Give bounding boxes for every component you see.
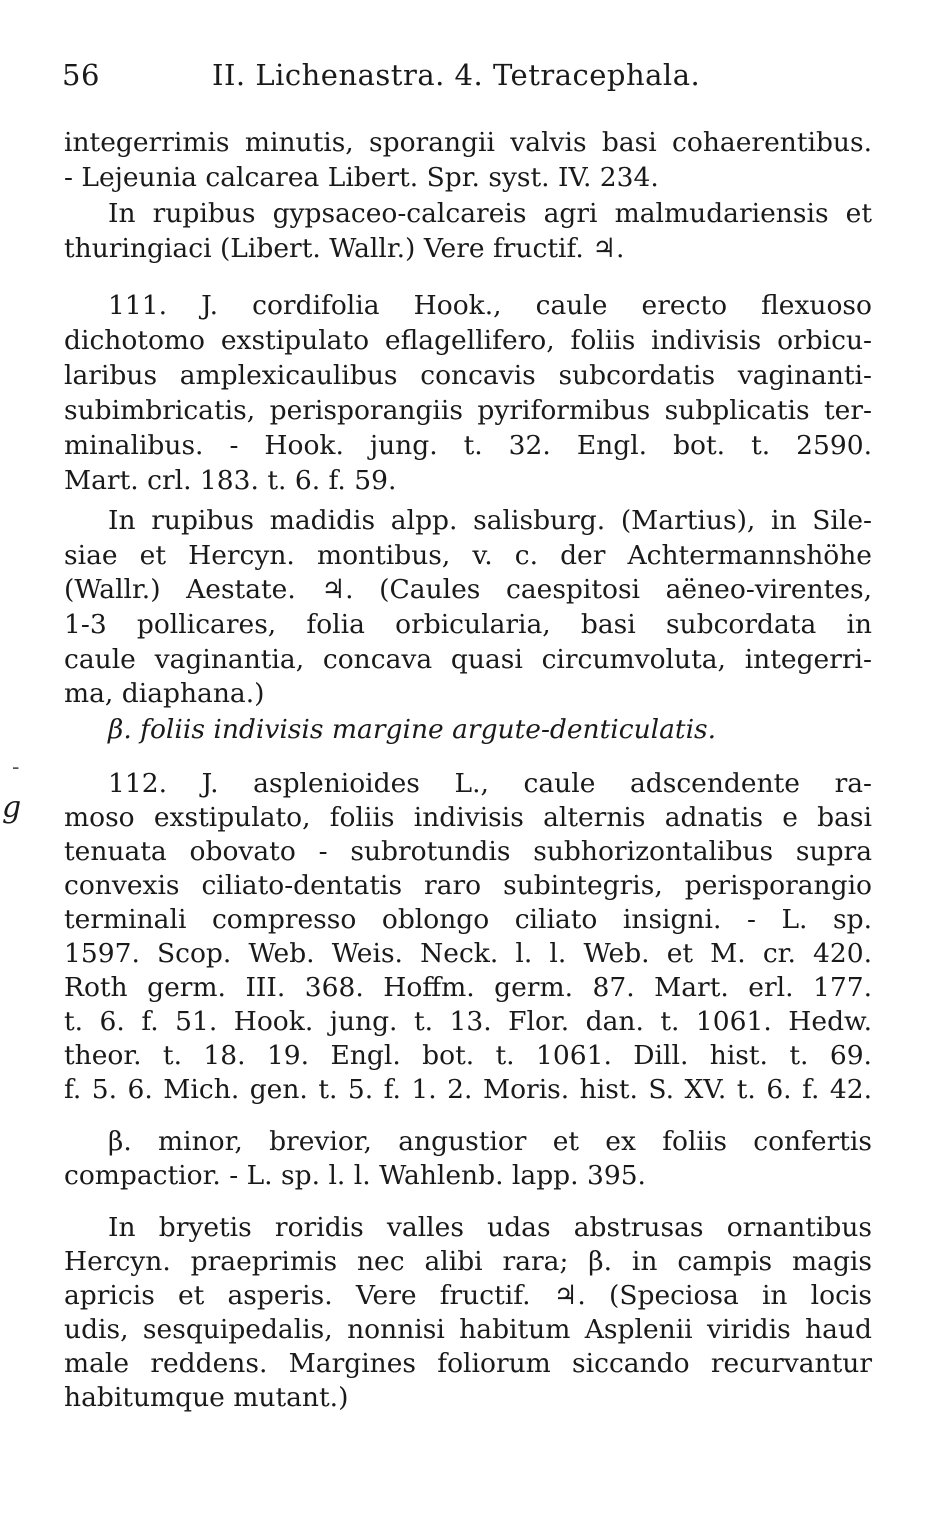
text-line: udis, sesquipedalis, nonnisi habitum Asplenii viridis haud	[64, 1314, 872, 1345]
variety-beta-line: β. minor, brevior, angustior et ex foliis confertis	[108, 1126, 872, 1157]
text-line: subimbricatis, perisporangiis pyriformibus subplicatis ter-	[64, 395, 872, 426]
text-line: moso exstipulato, foliis indivisis alternis adnatis e basi	[64, 802, 872, 833]
species-entry-heading: 111. J. cordifolia Hook., caule erecto flexuoso	[108, 290, 872, 321]
text-line: Mart. crl. 183. t. 6. f. 59.	[64, 465, 397, 496]
text-line: In rupibus madidis alpp. salisburg. (Martius), in Sile-	[108, 505, 872, 536]
text-line: thuringiaci (Libert. Wallr.) Vere fructif. ♃.	[64, 233, 625, 264]
running-header	[62, 58, 882, 92]
text-line: f. 5. 6. Mich. gen. t. 5. f. 1. 2. Moris. hist. S. XV. t. 6. f. 42.	[64, 1074, 872, 1105]
text-line: tenuata obovato - subrotundis subhorizontalibus supra	[64, 836, 872, 867]
text-line: In rupibus gypsaceo-calcareis agri malmudariensis et	[108, 198, 872, 229]
variety-beta-line: β. foliis indivisis margine argute-denticulatis.	[108, 714, 717, 745]
text-line: caule vaginantia, concava quasi circumvoluta, integerri-	[64, 644, 872, 675]
text-line: convexis ciliato-dentatis raro subintegris, perisporangio	[64, 870, 872, 901]
text-line: ma, diaphana.)	[64, 678, 265, 709]
text-line: male reddens. Margines foliorum siccando recurvantur	[64, 1348, 872, 1379]
text-line: compactior. - L. sp. l. l. Wahlenb. lapp. 395.	[64, 1160, 646, 1191]
species-entry-heading: 112. J. asplenioides L., caule adscendente ra-	[108, 768, 872, 799]
text-line: dichotomo exstipulato eflagellifero, foliis indivisis orbicu-	[64, 325, 872, 356]
text-line: theor. t. 18. 19. Engl. bot. t. 1061. Dill. hist. t. 69.	[64, 1040, 872, 1071]
text-line: habitumque mutant.)	[64, 1382, 349, 1413]
page-number: 56	[62, 58, 100, 92]
text-line: apricis et asperis. Vere fructif. ♃. (Speciosa in locis	[64, 1280, 872, 1311]
text-line: In bryetis roridis valles udas abstrusas ornantibus	[108, 1212, 872, 1243]
text-line: minalibus. - Hook. jung. t. 32. Engl. bot. t. 2590.	[64, 430, 872, 461]
text-line: laribus amplexicaulibus concavis subcordatis vaginanti-	[64, 360, 872, 391]
text-line: Hercyn. praeprimis nec alibi rara; β. in campis magis	[64, 1246, 872, 1277]
text-line: siae et Hercyn. montibus, v. c. der Achtermannshöhe	[64, 540, 872, 571]
margin-handwritten-mark: g	[2, 790, 22, 825]
text-line: (Wallr.) Aestate. ♃. (Caules caespitosi aëneo-virentes,	[64, 574, 872, 605]
text-line: 1597. Scop. Web. Weis. Neck. l. l. Web. et M. cr. 420.	[64, 938, 872, 969]
running-title: II. Lichenastra. 4. Tetracephala.	[212, 58, 701, 92]
margin-dash: -	[12, 755, 20, 780]
text-line: terminali compresso oblongo ciliato insigni. - L. sp.	[64, 904, 872, 935]
text-line: Roth germ. III. 368. Hoffm. germ. 87. Mart. erl. 177.	[64, 972, 872, 1003]
text-line: - Lejeunia calcarea Libert. Spr. syst. IV. 234.	[64, 162, 659, 193]
text-line: t. 6. f. 51. Hook. jung. t. 13. Flor. dan. t. 1061. Hedw.	[64, 1006, 872, 1037]
text-line: integerrimis minutis, sporangii valvis basi cohaerentibus.	[64, 127, 872, 158]
text-line: 1-3 pollicares, folia orbicularia, basi subcordata in	[64, 609, 872, 640]
